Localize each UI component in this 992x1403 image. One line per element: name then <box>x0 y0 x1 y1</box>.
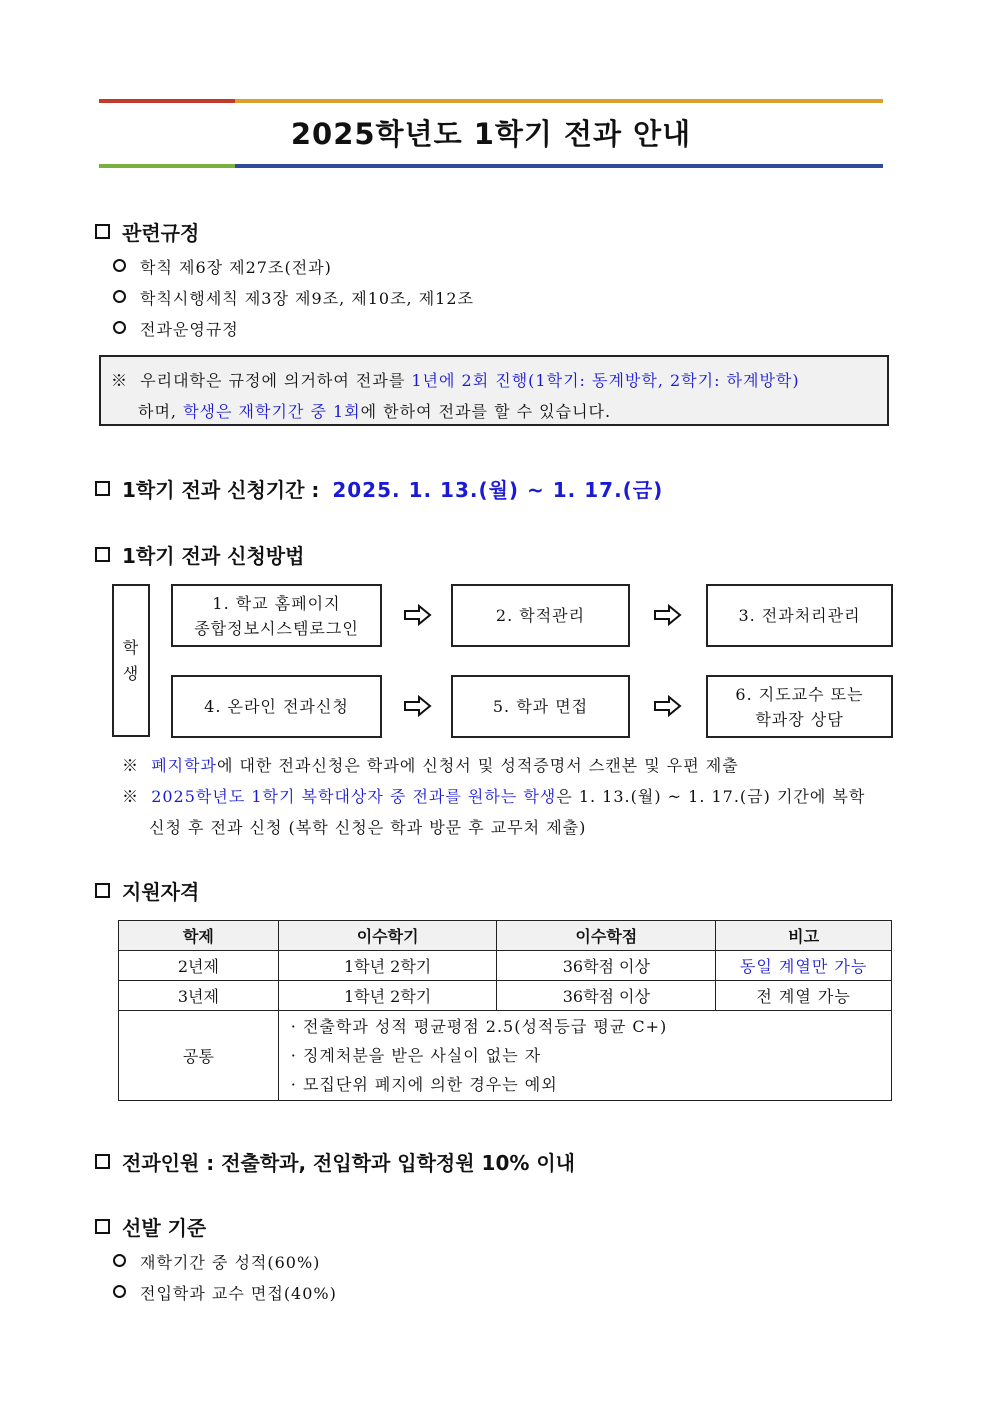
heading-quota: 전과인원 : 전출학과, 전입학과 입학정원 10% 이내 <box>95 1147 575 1176</box>
actor-student-box: 학생 <box>112 584 150 737</box>
square-bullet-icon <box>95 1219 110 1234</box>
table-cell: 36학점 이상 <box>497 981 716 1011</box>
square-bullet-icon <box>95 224 110 239</box>
table-cell: 3년제 <box>119 981 279 1011</box>
square-bullet-icon <box>95 883 110 898</box>
square-bullet-icon <box>95 1154 110 1169</box>
title-bar-bottom-right <box>235 164 883 168</box>
regulation-note-box: ※ 우리대학은 규정에 의거하여 전과를 1년에 2회 진행(1학기: 동계방학, 2학기: 하계방학) 하며, 학생은 재학기간 중 1회에 한하여 전과를 할 수 있습니다. <box>99 355 889 426</box>
step-6-box: 6. 지도교수 또는 학과장 상담 <box>706 675 893 738</box>
table-cell: 전 계열 가능 <box>716 981 892 1011</box>
arrow-right-icon <box>653 603 683 627</box>
method-note-abolished-dept: ※ 폐지학과에 대한 전과신청은 학과에 신청서 및 성적증명서 스캔본 및 우편 제출 <box>122 756 739 775</box>
square-bullet-icon <box>95 481 110 496</box>
step-2-box: 2. 학적관리 <box>451 584 630 647</box>
circle-bullet-icon <box>113 321 126 334</box>
arrow-right-icon <box>653 694 683 718</box>
table-row-common <box>119 1011 892 1101</box>
circle-bullet-icon <box>113 290 126 303</box>
table-cell: 2년제 <box>119 951 279 981</box>
table-cell: 동일 계열만 가능 <box>716 951 892 981</box>
table-header: 이수학점 <box>497 921 716 951</box>
table-cell: 1학년 2학기 <box>278 951 497 981</box>
square-bullet-icon <box>95 547 110 562</box>
table-header: 학제 <box>119 921 279 951</box>
eligibility-table <box>118 920 892 1101</box>
common-condition: · 전출학과 성적 평균평점 2.5(성적등급 평균 C+) <box>290 1017 668 1036</box>
arrow-right-icon <box>403 694 433 718</box>
step-1-box: 1. 학교 홈페이지 종합정보시스템로그인 <box>171 584 382 647</box>
title-bar-top-left <box>99 99 235 103</box>
table-cell: 36학점 이상 <box>497 951 716 981</box>
title-bar-bottom-left <box>99 164 235 168</box>
regulation-item: 학칙 제6장 제27조(전과) <box>113 255 332 278</box>
regulation-item: 전과운영규정 <box>113 317 239 340</box>
common-condition: · 모집단위 폐지에 의한 경우는 예외 <box>290 1075 558 1094</box>
page-title: 2025학년도 1학기 전과 안내 <box>290 117 692 151</box>
table-cell: 공통 <box>119 1011 279 1101</box>
circle-bullet-icon <box>113 1285 126 1298</box>
heading-eligibility: 지원자격 <box>95 876 199 905</box>
step-4-box: 4. 온라인 전과신청 <box>171 675 382 738</box>
step-3-box: 3. 전과처리관리 <box>706 584 893 647</box>
table-header: 이수학기 <box>278 921 497 951</box>
heading-application-period: 1학기 전과 신청기간 : 2025. 1. 13.(월) ~ 1. 17.(금) <box>95 474 663 503</box>
heading-application-method: 1학기 전과 신청방법 <box>95 540 304 569</box>
title-bar-top-right <box>235 99 883 103</box>
step-5-box: 5. 학과 면접 <box>451 675 630 738</box>
table-row <box>119 981 892 1011</box>
heading-selection: 선발 기준 <box>95 1212 206 1241</box>
table-cell: 1학년 2학기 <box>278 981 497 1011</box>
circle-bullet-icon <box>113 259 126 272</box>
selection-item: 전입학과 교수 면접(40%) <box>113 1281 337 1304</box>
common-condition: · 징계처분을 받은 사실이 없는 자 <box>290 1046 542 1065</box>
arrow-right-icon <box>403 603 433 627</box>
selection-item: 재학기간 중 성적(60%) <box>113 1250 320 1273</box>
regulation-item: 학칙시행세칙 제3장 제9조, 제10조, 제12조 <box>113 286 474 309</box>
table-header: 비고 <box>716 921 892 951</box>
common-conditions-cell <box>278 1011 891 1101</box>
circle-bullet-icon <box>113 1254 126 1267</box>
method-note-returning-students: ※ 2025학년도 1학기 복학대상자 중 전과를 원하는 학생은 1. 13.(월) ~ 1. 17.(금) 기간에 복학 신청 후 전과 신청 (복학 신청은 학과 방문 후 교무처 제출) <box>122 787 866 837</box>
table-header-row <box>119 921 892 951</box>
table-row <box>119 951 892 981</box>
application-period-value: 2025. 1. 13.(월) ~ 1. 17.(금) <box>332 478 664 502</box>
heading-regulations: 관련규정 <box>95 217 199 246</box>
